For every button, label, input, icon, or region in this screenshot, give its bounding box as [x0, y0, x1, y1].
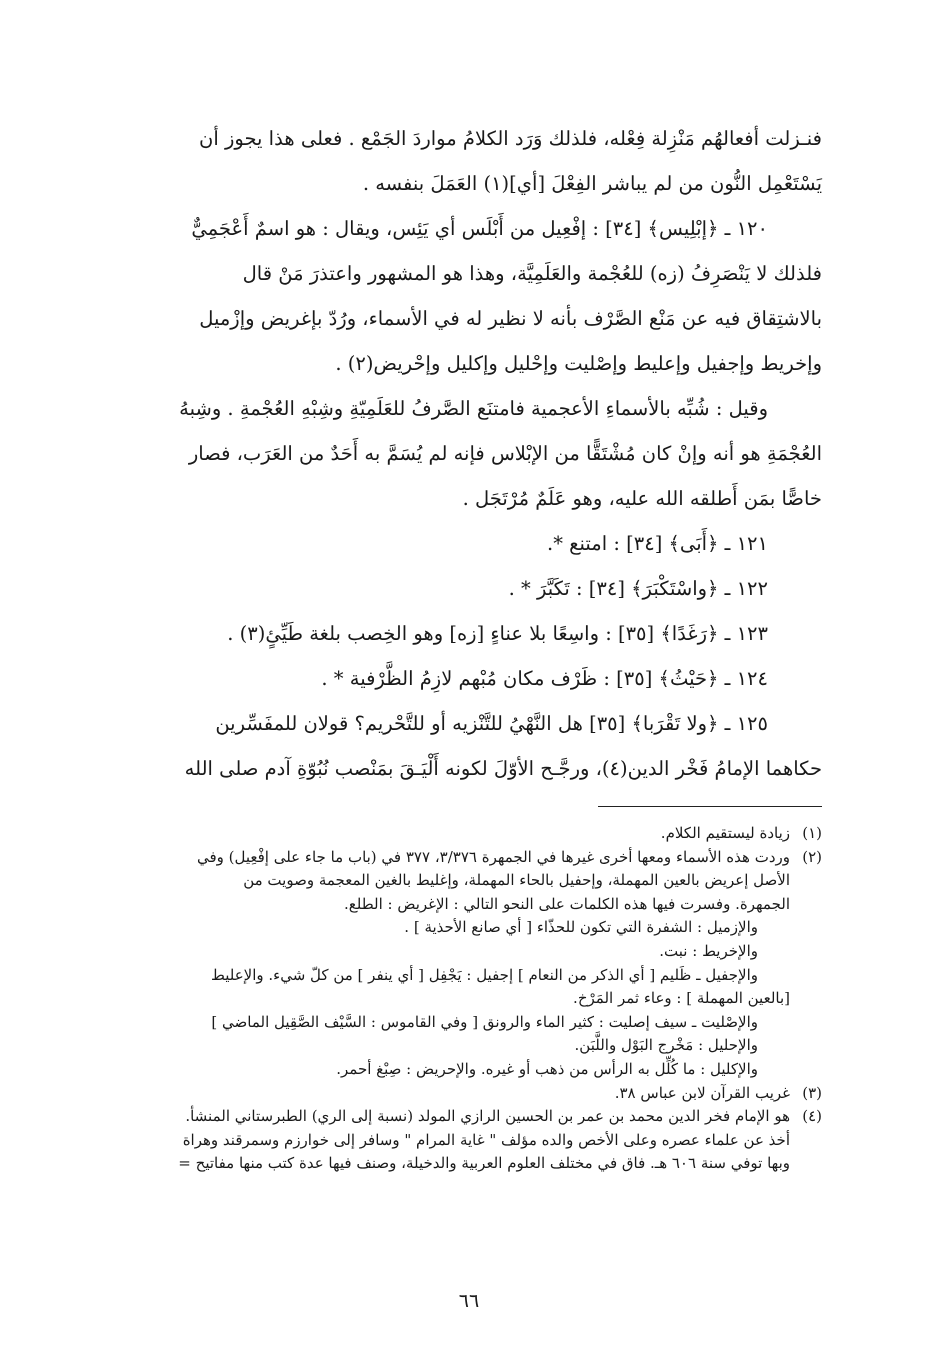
footnote-line: الأصل إعريض بالعين المهملة، وإحفيل بالحاء المهملة، وإغليط بالغين المعجمة وصويت من	[243, 871, 790, 890]
glossary-line: [بالعين المهملة ] : وعاء ثمر المَرْخ.	[573, 989, 790, 1008]
glossary-line: والإزميل : الشفرة التي تكون للحذّاء [ أي صانع الأحذية ] .	[404, 918, 758, 937]
text-line: يَسْتَعْمِل النُّون من لم يباشر الفِعْلَ [أي](١) العَمَلَ بنفسه .	[362, 172, 822, 195]
footnote-number: (١)	[802, 824, 822, 842]
footnote-number: (٤)	[802, 1107, 822, 1126]
glossary-line: والإصْليت ـ سيف إصليت : كثير الماء والرونق [ وفي القاموس : السَّيْف الصَّقِيل الماضي ]	[211, 1012, 758, 1031]
text-line: فلذلك لا يَنْصَرِفُ (زه) للعُجْمة والعَلَمِيَّة، وهذا هو المشهور واعتذرَ مَنْ قال	[242, 262, 822, 285]
text-line: ١٢١ ـ ﴿أَبَى﴾ [٣٤] : امتنع *.	[547, 532, 768, 555]
entry-121	[70, 521, 822, 566]
glossary-line: والإجفيل ـ ظَليم [ أي الذكر من النعام ] إجفيل : يَجْفِل [ أي ينفر ] من كلّ شيء. والإعليط	[210, 965, 758, 984]
text-line: ١٢٣ ـ ﴿رَغَدًا﴾ [٣٥] : واسِعًا بلا عناءٍ [زه] وهو الخِصب بلغة طَيِّئٍ(٣) .	[227, 622, 768, 645]
text-line: حكاهما الإمامُ فَخْر الدين(٤)، ورجَّـح الأوّلَ لكونه أَلْيَـقَ بمَنْصب نُبُوّةِ آدم صلى الله	[184, 757, 822, 780]
footnote-4	[70, 1105, 822, 1176]
footnote-2	[70, 846, 822, 917]
footnote-text: غريب القرآن لابن عباس ٣٨.	[614, 1083, 790, 1102]
entry-122	[70, 566, 822, 611]
page-number: ٦٦	[458, 1290, 480, 1312]
paragraph-continuation-2	[70, 386, 822, 521]
footnote-separator	[598, 806, 822, 807]
footnote-number: (٢)	[802, 847, 822, 866]
footnote-text: زيادة ليستقيم الكلام.	[660, 824, 790, 842]
text-line: العُجْمَةِ هو أنه وإنْ كان مُشْتَقًّا من الإبْلاس فإنه لم يُسَمَّ به أَحَدٌ من العَرَب، فصار	[188, 442, 822, 465]
footnote-line: هو الإمام فخر الدين محمد بن عمر بن الحسين الرازي المولد (نسبة إلى الري) الطبرستاني المنشأ.	[185, 1107, 790, 1126]
paragraph-continuation-1	[70, 116, 822, 206]
footnote-2-glossary	[70, 916, 822, 1081]
footnote-1	[70, 822, 822, 846]
footnote-line: وبها توفي سنة ٦٠٦ هـ. فاق في مختلف العلوم العربية والدخيلة، وصنف فيها عدة كتب منها مفاتيح =	[178, 1154, 790, 1173]
text-line: ١٢٠ ـ ﴿إبْلِيس﴾ [٣٤] : إفْعِيل من أَبْلَس أي يَئِس، ويقال : هو اسمٌ أَعْجَمِيٌّ	[191, 217, 768, 240]
footnotes	[70, 822, 822, 1176]
glossary-line: والإخريط : نبت.	[659, 941, 758, 960]
footnote-line: الجمهرة. وفسرت فيها هذه الكلمات على النحو التالي : الإغريض : الطلع.	[343, 894, 790, 913]
main-text	[70, 116, 822, 791]
footnote-3	[70, 1082, 822, 1106]
footnote-line: أخذ عن علماء عصره وعلى الأخص والده مؤلف " غاية المرام " وسافر إلى خوارزم وسمرقند وهراة	[182, 1130, 790, 1149]
entry-125	[70, 701, 822, 791]
text-line: ١٢٥ ـ ﴿ولا تَقْرَبا﴾ [٣٥] هل النَّهْيُ للتَّنْزيه أو للتَّحْريم؟ قولان للمفَسِّرين	[215, 712, 768, 735]
entry-123	[70, 611, 822, 656]
text-line: بالاشتِقاق فيه عن مَنْع الصَّرْف بأنه لا نظير له في الأسماء، ورُدّ بإغريض وإزْميل	[199, 307, 822, 330]
text-line: ١٢٢ ـ ﴿واسْتَكْبَرَ﴾ [٣٤] : تَكَبَّرَ * .	[508, 577, 768, 600]
entry-120-iblis	[70, 206, 822, 386]
glossary-line: والإحليل : مَخْرج البَوْل واللَّبَن.	[574, 1036, 758, 1055]
footnote-number: (٣)	[802, 1083, 822, 1102]
footnote-text	[70, 846, 790, 917]
text-line: وإخريط وإجفيل وإعليط وإصْليت وإحْليل وإكليل وإحْريض(٢) .	[335, 352, 822, 375]
text-line: خاصًّا بمَن أَطلقه الله عليه، وهو عَلَمٌ مُرْتَجَل .	[462, 487, 822, 510]
glossary-line: والإكليل : ما كُلِّل به الرأس من ذهب أو غيره. والإحريض : صِبْغ أحمر.	[336, 1059, 758, 1078]
text-line: ١٢٤ ـ ﴿حَيْثُ﴾ [٣٥] : ظَرْف مكان مُبْهم لازِمُ الظَّرْفية * .	[321, 667, 768, 690]
footnote-line: وردت هذه الأسماء ومعها أخرى غيرها في الجمهرة ٣/٣٧٦، ٣٧٧ في (باب ما جاء على إفْعِيل) وفي	[196, 847, 790, 866]
footnote-text	[70, 1105, 790, 1176]
entry-124	[70, 656, 822, 701]
text-line: وقيل : شُبِّه بالأسماءِ الأعجمية فامتنَع الصَّرفُ للعَلَمِيّةِ وشِبْهِ العُجْمةِ . وشِبهُ	[179, 397, 768, 420]
text-line: فنـزلت أفعالهُم مَنْزِلة فِعْله، فلذلك وَرَد الكلامُ مواردَ الجَمْع . فعلى هذا يجوز أن	[199, 127, 822, 150]
